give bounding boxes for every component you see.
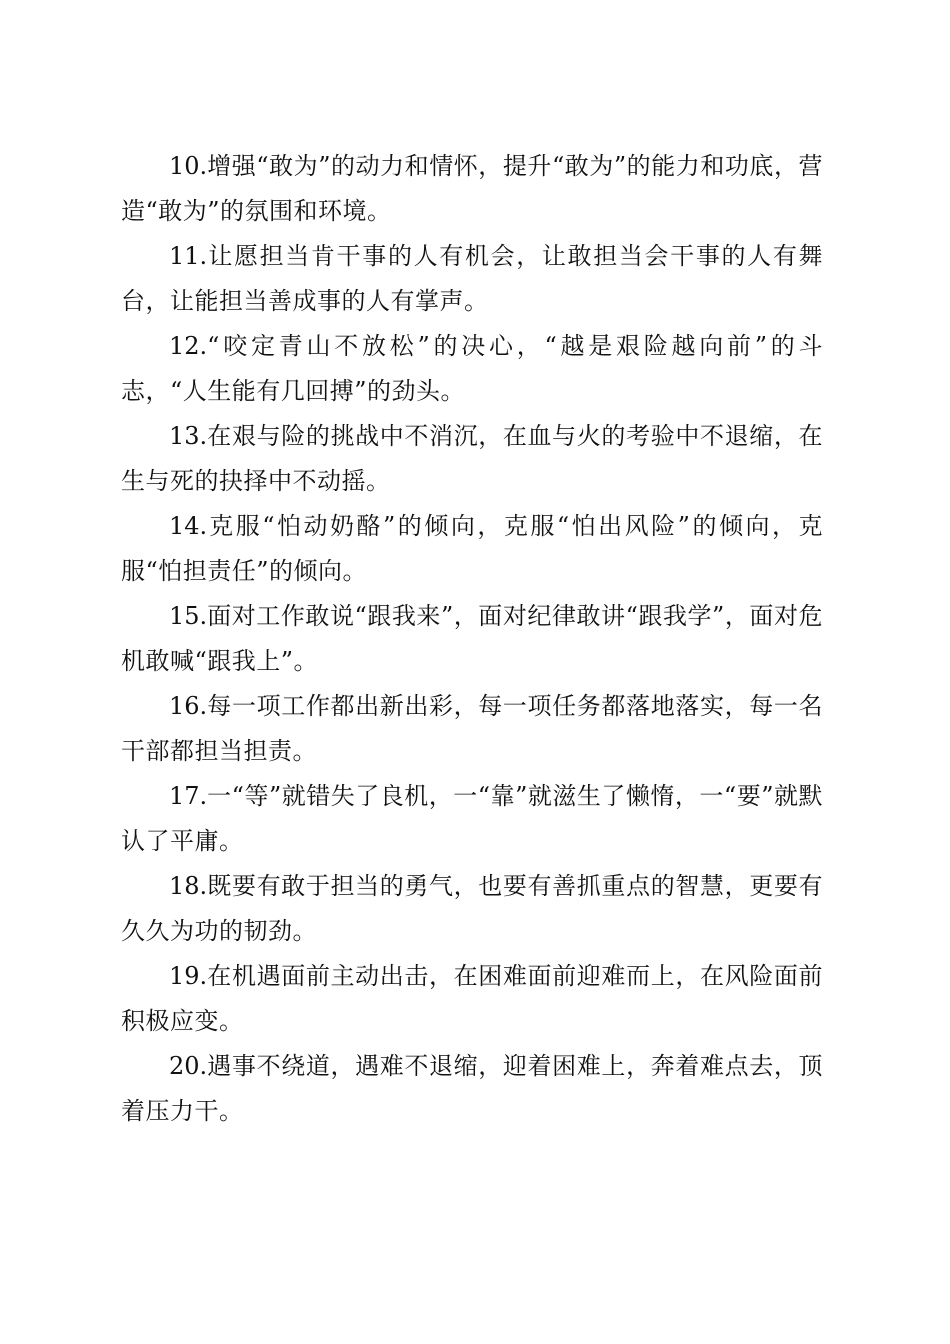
paragraph-number: 12. [169, 332, 208, 360]
paragraph-15 [121, 594, 823, 684]
paragraph-text: “咬定青山不放松”的决心，“越是艰险越向前”的斗志，“人生能有几回搏”的劲头。 [121, 332, 823, 405]
paragraph-13 [121, 414, 823, 504]
paragraph-number: 10. [169, 152, 208, 180]
paragraph-number: 20. [169, 1052, 208, 1080]
paragraph-text: 一“等”就错失了良机，一“靠”就滋生了懒惰，一“要”就默认了平庸。 [121, 782, 823, 855]
paragraph-number: 15. [169, 602, 208, 630]
paragraph-14 [121, 504, 823, 594]
paragraph-18 [121, 864, 823, 954]
paragraph-text: 克服“怕动奶酪”的倾向，克服“怕出风险”的倾向，克服“怕担责任”的倾向。 [121, 512, 823, 585]
paragraph-text: 面对工作敢说“跟我来”，面对纪律敢讲“跟我学”，面对危机敢喊“跟我上”。 [121, 602, 823, 675]
paragraph-number: 18. [169, 872, 208, 900]
paragraph-text: 每一项工作都出新出彩，每一项任务都落地落实，每一名干部都担当担责。 [121, 692, 823, 765]
paragraph-20 [121, 1044, 823, 1134]
paragraph-10 [121, 144, 823, 234]
document-body [121, 144, 823, 1134]
paragraph-text: 让愿担当肯干事的人有机会，让敢担当会干事的人有舞台，让能担当善成事的人有掌声。 [121, 242, 823, 315]
paragraph-text: 在艰与险的挑战中不消沉，在血与火的考验中不退缩，在生与死的抉择中不动摇。 [121, 422, 823, 495]
paragraph-text: 遇事不绕道，遇难不退缩，迎着困难上，奔着难点去，顶着压力干。 [121, 1052, 823, 1125]
paragraph-number: 13. [169, 422, 208, 450]
paragraph-19 [121, 954, 823, 1044]
paragraph-number: 19. [169, 962, 208, 990]
paragraph-number: 14. [169, 512, 208, 540]
paragraph-text: 增强“敢为”的动力和情怀，提升“敢为”的能力和功底，营造“敢为”的氛围和环境。 [121, 152, 823, 225]
paragraph-11 [121, 234, 823, 324]
paragraph-16 [121, 684, 823, 774]
paragraph-text: 在机遇面前主动出击，在困难面前迎难而上，在风险面前积极应变。 [121, 962, 823, 1035]
paragraph-text: 既要有敢于担当的勇气，也要有善抓重点的智慧，更要有久久为功的韧劲。 [121, 872, 823, 945]
paragraph-number: 17. [169, 782, 208, 810]
paragraph-12 [121, 324, 823, 414]
paragraph-number: 16. [169, 692, 208, 720]
paragraph-17 [121, 774, 823, 864]
paragraph-number: 11. [169, 242, 208, 270]
